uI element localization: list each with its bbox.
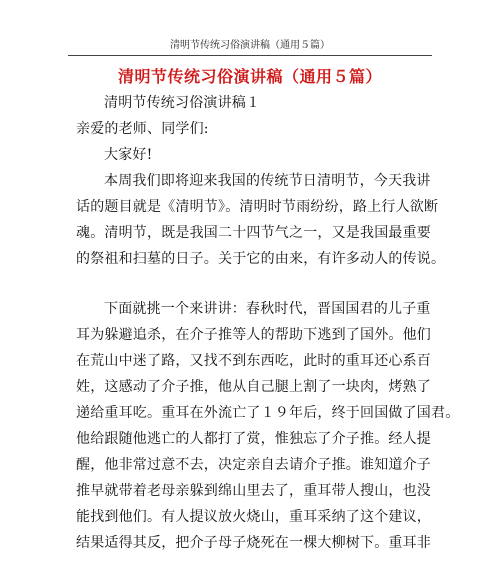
- paragraph-line: 魂。清明节，既是我国二十四节气之一，又是我国最重要: [76, 225, 431, 241]
- greeting-line: 大家好!: [104, 147, 153, 163]
- document-title: 清明节传统习俗演讲稿（通用５篇）: [117, 67, 382, 86]
- paragraph-line: 本周我们即将迎来我国的传统节日清明节，今天我讲: [104, 173, 431, 189]
- paragraph-line: 在荒山中迷了路，又找不到东西吃，此时的重耳还心系百: [76, 353, 431, 369]
- paragraph-line: 他给跟随他逃亡的人都打了赏，惟独忘了介子推。经人提: [76, 431, 431, 447]
- paragraph-line: 耳为躲避追杀，在介子推等人的帮助下逃到了国外。他们: [76, 327, 431, 343]
- paragraph-line: 话的题目就是《清明节》。清明时节雨纷纷，路上行人欲断: [76, 199, 439, 215]
- section-heading: 清明节传统习俗演讲稿１: [104, 95, 261, 111]
- paragraph-line: 的祭祖和扫墓的日子。关于它的由来，有许多动人的传说。: [76, 251, 446, 267]
- paragraph-line: 下面就挑一个来讲讲：春秋时代，晋国国君的儿子重: [104, 301, 431, 317]
- paragraph-line: 推早就带着老母亲躲到绵山里去了，重耳带人搜山，也没: [76, 483, 431, 499]
- paragraph-line: 能找到他们。有人提议放火烧山，重耳采纳了这个建议，: [76, 509, 431, 525]
- paragraph-line: 姓，这感动了介子推，他从自己腿上割了一块肉，烤熟了: [76, 379, 431, 395]
- salutation-line: 亲爱的老师、同学们:: [76, 121, 209, 137]
- header-divider: [68, 55, 432, 56]
- paragraph-line: 醒，他非常过意不去，决定亲自去请介子推。谁知道介子: [76, 457, 431, 473]
- paragraph-line: 递给重耳吃。重耳在外流亡了１９年后，终于回国做了国君。: [76, 405, 460, 421]
- paragraph-line: 结果适得其反，把介子母子烧死在一棵大柳树下。重耳非: [76, 535, 431, 551]
- running-header: 清明节传统习俗演讲稿（通用５篇）: [170, 40, 330, 51]
